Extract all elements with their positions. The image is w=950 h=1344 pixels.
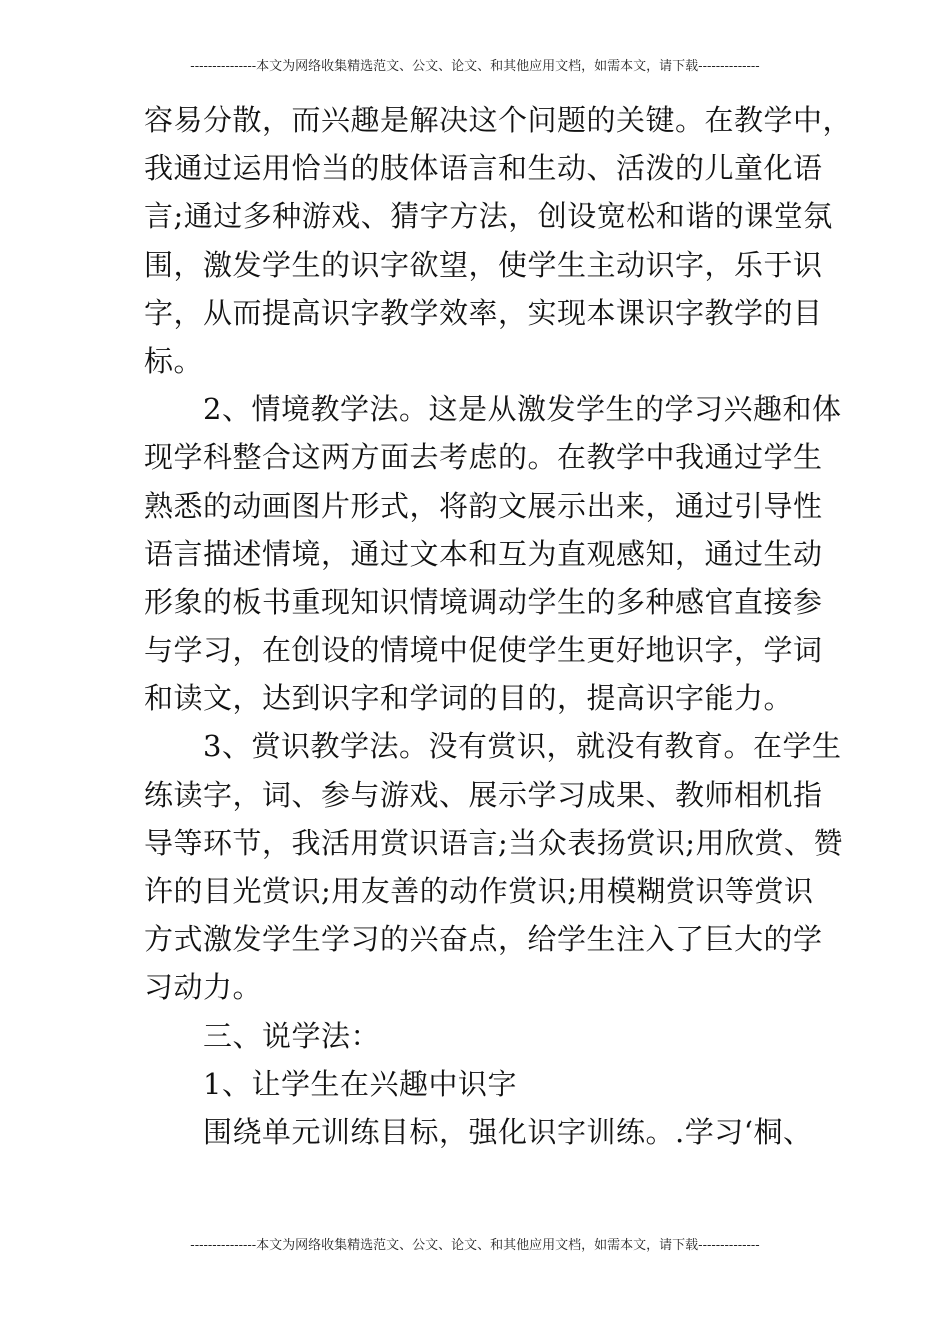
text-line: 围绕单元训练目标，强化识字训练。.学习‘桐、 [144, 1114, 813, 1149]
text-line: 与学习，在创设的情境中促使学生更好地识字，学词 [144, 633, 823, 668]
text-line: 三、说学法： [144, 1018, 381, 1053]
text-line: 习动力。 [144, 970, 263, 1005]
text-line: 许的目光赏识;用友善的动作赏识;用模糊赏识等赏识 [144, 874, 814, 908]
text-line: 语言描述情境，通过文本和互为直观感知，通过生动 [144, 536, 823, 571]
text-line: 现学科整合这两方面去考虑的。在教学中我通过学生 [144, 440, 823, 475]
text-line: 练读字，词、参与游戏、展示学习成果、教师相机指 [144, 777, 823, 812]
text-line: 形象的板书重现知识情境调动学生的多种感官直接参 [144, 584, 823, 619]
footer-banner: ---------------本文为网络收集精选范文、公文、论文、和其他应用文档，如需本文，请下载-------------- [190, 1238, 760, 1253]
header-banner: ---------------本文为网络收集精选范文、公文、论文、和其他应用文档，如需本文，请下载-------------- [190, 59, 760, 74]
document-body [144, 96, 853, 1156]
text-line: 导等环节，我活用赏识语言;当众表扬赏识;用欣赏、赞 [144, 825, 844, 860]
text-line: 和读文，达到识字和学词的目的，提高识字能力。 [144, 681, 794, 716]
text-line: 标。 [144, 343, 204, 378]
text-line: 容易分散，而兴趣是解决这个问题的关键。在教学中， [144, 103, 853, 137]
text-line: 我通过运用恰当的肢体语言和生动、活泼的儿童化语 [144, 151, 823, 186]
text-line: 3、赏识教学法。没有赏识，就没有教育。在学生 [144, 729, 842, 764]
text-line: 围，激发学生的识字欲望，使学生主动识字，乐于识 [144, 247, 823, 282]
text-line: 1、让学生在兴趣中识字 [144, 1066, 517, 1101]
text-line: 言;通过多种游戏、猜字方法，创设宽松和谐的课堂氛 [144, 199, 833, 234]
text-line: 熟悉的动画图片形式，将韵文展示出来，通过引导性 [144, 488, 823, 523]
text-line: 方式激发学生学习的兴奋点，给学生注入了巨大的学 [144, 922, 823, 957]
text-line: 字，从而提高识字教学效率，实现本课识字教学的目 [144, 295, 823, 330]
text-line: 2、情境教学法。这是从激发学生的学习兴趣和体 [144, 392, 842, 427]
